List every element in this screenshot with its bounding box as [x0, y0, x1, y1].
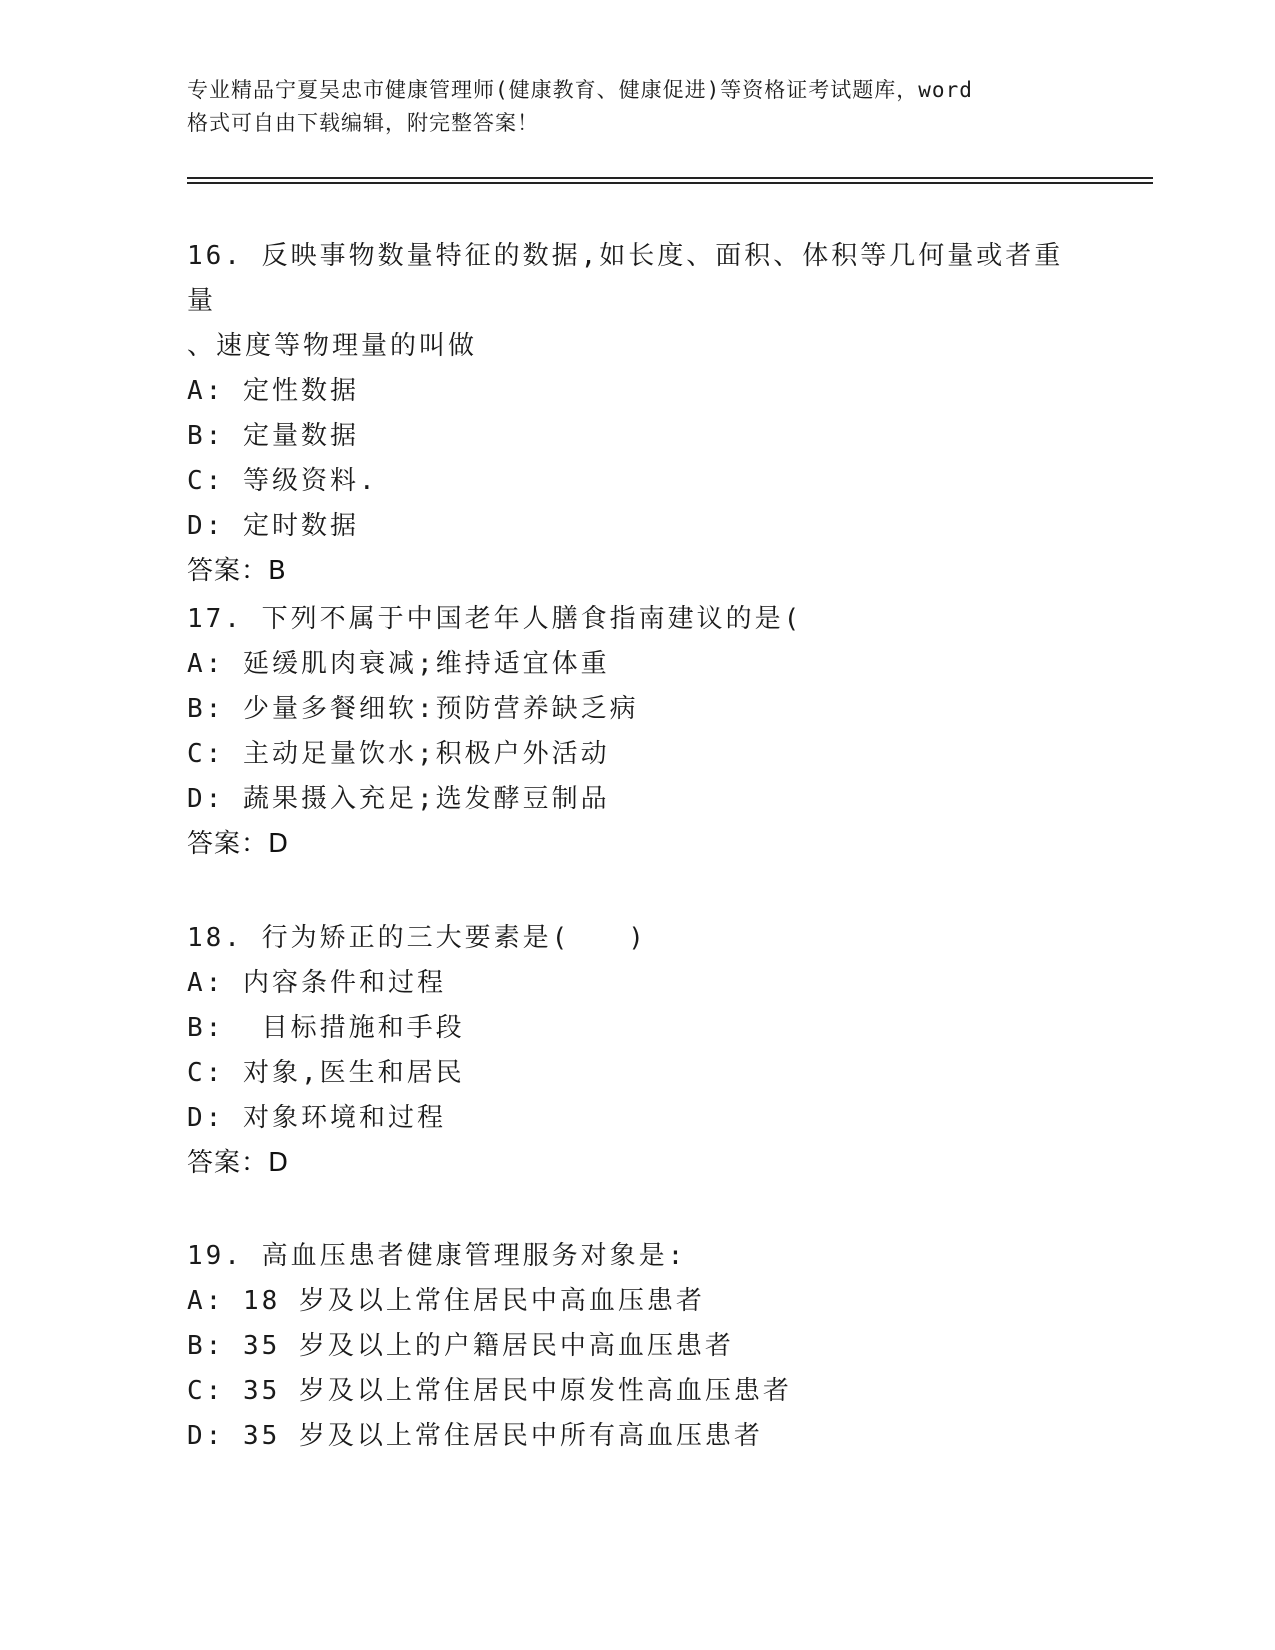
header-divider-top [187, 177, 1153, 179]
option-c: C: 主动足量饮水;积极户外活动 [187, 739, 610, 769]
option-d: D: 35 岁及以上常住居民中所有高血压患者 [187, 1421, 763, 1451]
question-stem-line-1: 高血压患者健康管理服务对象是: [261, 1241, 687, 1271]
header-line-1: 专业精品宁夏吴忠市健康管理师(健康教育、健康促进)等资格证考试题库，word [187, 78, 973, 102]
header-line-2: 格式可自由下载编辑，附完整答案！ [187, 111, 539, 135]
question-stem-line-1: 行为矫正的三大要素是( ) [261, 923, 647, 953]
question-18 [187, 916, 1087, 1186]
option-a: A: 内容条件和过程 [187, 968, 446, 998]
option-d: D: 定时数据 [187, 511, 359, 541]
question-text [187, 597, 1087, 642]
option-d: D: 蔬果摄入充足;选发酵豆制品 [187, 784, 610, 814]
header-divider-bottom [187, 182, 1153, 184]
answer-line: 答案：D [187, 829, 290, 859]
answer-line: 答案：D [187, 1148, 290, 1178]
question-number: 18. [187, 923, 243, 953]
option-b: B: 少量多餐细软:预防营养缺乏病 [187, 694, 639, 724]
option-d: D: 对象环境和过程 [187, 1103, 446, 1133]
question-number: 17. [187, 604, 243, 634]
option-c: C: 对象,医生和居民 [187, 1058, 465, 1088]
question-number: 19. [187, 1241, 243, 1271]
question-stem-line-1: 下列不属于中国老年人膳食指南建议的是( [261, 604, 803, 634]
question-17 [187, 597, 1087, 867]
question-number: 16. [187, 241, 243, 271]
question-16 [187, 234, 1087, 594]
answer-line: 答案：B [187, 556, 287, 586]
document-header [187, 74, 1067, 140]
option-c: C: 35 岁及以上常住居民中原发性高血压患者 [187, 1376, 792, 1406]
question-text [187, 234, 1087, 324]
option-a: A: 18 岁及以上常住居民中高血压患者 [187, 1286, 705, 1316]
option-c: C: 等级资料. [187, 466, 378, 496]
option-b: B: 目标措施和手段 [187, 1013, 465, 1043]
option-a: A: 定性数据 [187, 376, 359, 406]
question-stem-line-1: 反映事物数量特征的数据,如长度、面积、体积等几何量或者重量 [187, 241, 1064, 316]
question-text [187, 1234, 1087, 1279]
question-text [187, 916, 1087, 961]
option-a: A: 延缓肌肉衰减;维持适宜体重 [187, 649, 610, 679]
option-b: B: 定量数据 [187, 421, 359, 451]
option-b: B: 35 岁及以上的户籍居民中高血压患者 [187, 1331, 734, 1361]
question-stem-line-2: 、速度等物理量的叫做 [187, 331, 478, 361]
question-19 [187, 1234, 1087, 1459]
